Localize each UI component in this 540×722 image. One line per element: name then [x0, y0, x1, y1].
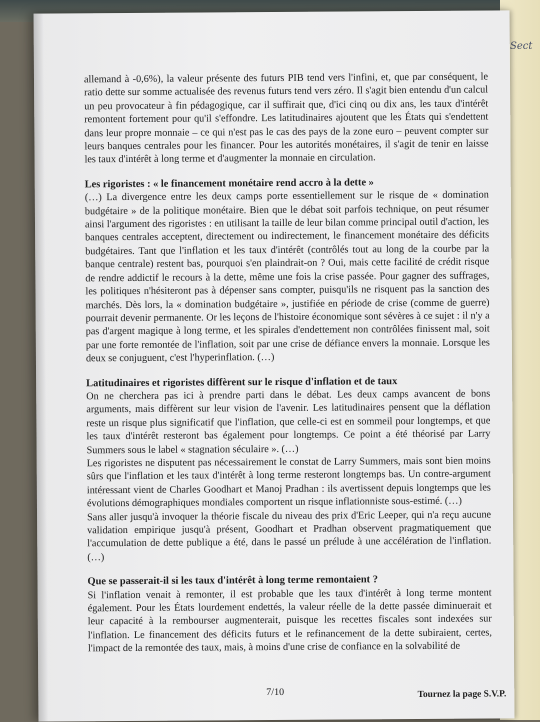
section-heading-rigoristes: Les rigoristes : « le financement monétaire rend accro à la dette »	[84, 177, 374, 191]
section-heading-taux-remontent: Que se passerait-il si les taux d'intérêt à long terme remontaient ?	[87, 574, 378, 588]
section-paragraph: Les rigoristes ne disputent pas nécessairement le constat de Larry Summers, mais sont bien moins sûrs que l'inflation et les taux d'intérêt à long terme resteront longtemps bas. Un contre-argument intéressant vient de Charles Goodhart et Manoj Pradhan : ils avertissent depuis longtemps que les évolutions démographiques mondiales comportent un risque inflationniste sous-estimé. (…)	[86, 455, 491, 510]
section-paragraph: On ne cherchera pas ici à prendre parti dans le débat. Les deux camps avancent de bons arguments, mais diffèrent sur leur vision de l'avenir. Les latitudinaires pensent que la déflation reste un risque plus significatif que l'inflation, que celle-ci est en sommeil pour longtemps, et que les taux d'intérêt resteront bas également pour longtemps. Ce point a été théorisé par Larry Summers sous le label « stagnation séculaire ». (…)	[86, 388, 491, 456]
turn-page-note: Tournez la page S.V.P.	[417, 689, 507, 701]
handwritten-note: Sect	[510, 41, 533, 52]
section-paragraph: (…) La divergence entre les deux camps porte essentiellement sur le risque de « domination budgétaire » de la politique monétaire. Bien que le débat soit parfois technique, on peut résumer ainsi l'argument des rigoristes : en utilisant la taille de leur bilan comme principal outil d'action, les banques centrales acceptent, directement ou indirectement, le financement monétaire des déficits budgétaires. Tant que l'inflation et les taux d'intérêt (contrôlés tout au long de la courbe par la banque centrale) restent bas, pourquoi s'en plaindrait-on ? Oui, mais cette facilité de crédit risque de rendre addictif le recours à la dette, même une fois la crise passée. Pour gagner des suffrages, les politiques n'hésiteront pas à dépenser sans compter, puisqu'ils ne risquent pas la sanction des marchés. Dès lors, la « domination budgétaire », justifiée en période de crise (comme de guerre) pourrait devenir permanente. Or les leçons de l'histoire économique sont sévères à ce sujet : il n'y a pas d'argent magique à long terme, et les spirales d'endettement non contrôlées finissent mal, soit par une forte remontée de l'inflation, soit par une crise de défiance envers la monnaie. Lorsque les deux se conjuguent, c'est l'hyperinflation. (…)	[84, 189, 490, 365]
section-heading-risque-inflation: Latitudinaires et rigoristes diffèrent sur le risque d'inflation et de taux	[86, 375, 398, 389]
page-binding-shadow	[34, 14, 49, 722]
document-page	[34, 10, 515, 721]
page-number: 7/10	[266, 686, 285, 699]
section-paragraph: Sans aller jusqu'à invoquer la théorie fiscale du niveau des prix d'Eric Leeper, qui n'a reçu aucune validation empirique jusqu'à présent, Goodhart et Pradhan observent pragmatiquement que l'accumulation de dette publique a été, dans le passé un prélude à une accélération de l'inflation. (…)	[87, 509, 492, 564]
page-footer	[88, 685, 507, 704]
page-body	[84, 70, 492, 655]
intro-paragraph: allemand à -0,6%), la valeur présente des futurs PIB tend vers l'infini, et, que par conséquent, le ratio dette sur somme actualisée des revenus futurs tend vers zéro. Il s'agit bien entendu d'un calcul un peu provocateur à fin pédagogique, car il suffirait que, d'ici cinq ou dix ans, les taux d'intérêt remontent fortement pour qu'il s'effondre. Les latitudinaires ajoutent que les États qui s'endettent dans leur propre monnaie – ce qui n'est pas le cas des pays de la zone euro – peuvent compter sur leurs banques centrales pour les financer. Pour les autorités monétaires, il s'agit de tenir en laisse les taux d'intérêt à long terme et d'augmenter la monnaie en circulation.	[83, 71, 489, 166]
section-paragraph: Si l'inflation venait à remonter, il est probable que les taux d'intérêt à long terme montent également. Pour les États lourdement endettés, la valeur réelle de la dette passée diminuerait et leur capacité à la rembourser augmenterait, puisque les recettes fiscales sont indexées sur l'inflation. Le financement des déficits futurs et le refinancement de la dette subiraient, certes, l'impact de la remontée des taux, mais, à moins d'une crise de confiance en la solvabilité de	[87, 587, 492, 655]
